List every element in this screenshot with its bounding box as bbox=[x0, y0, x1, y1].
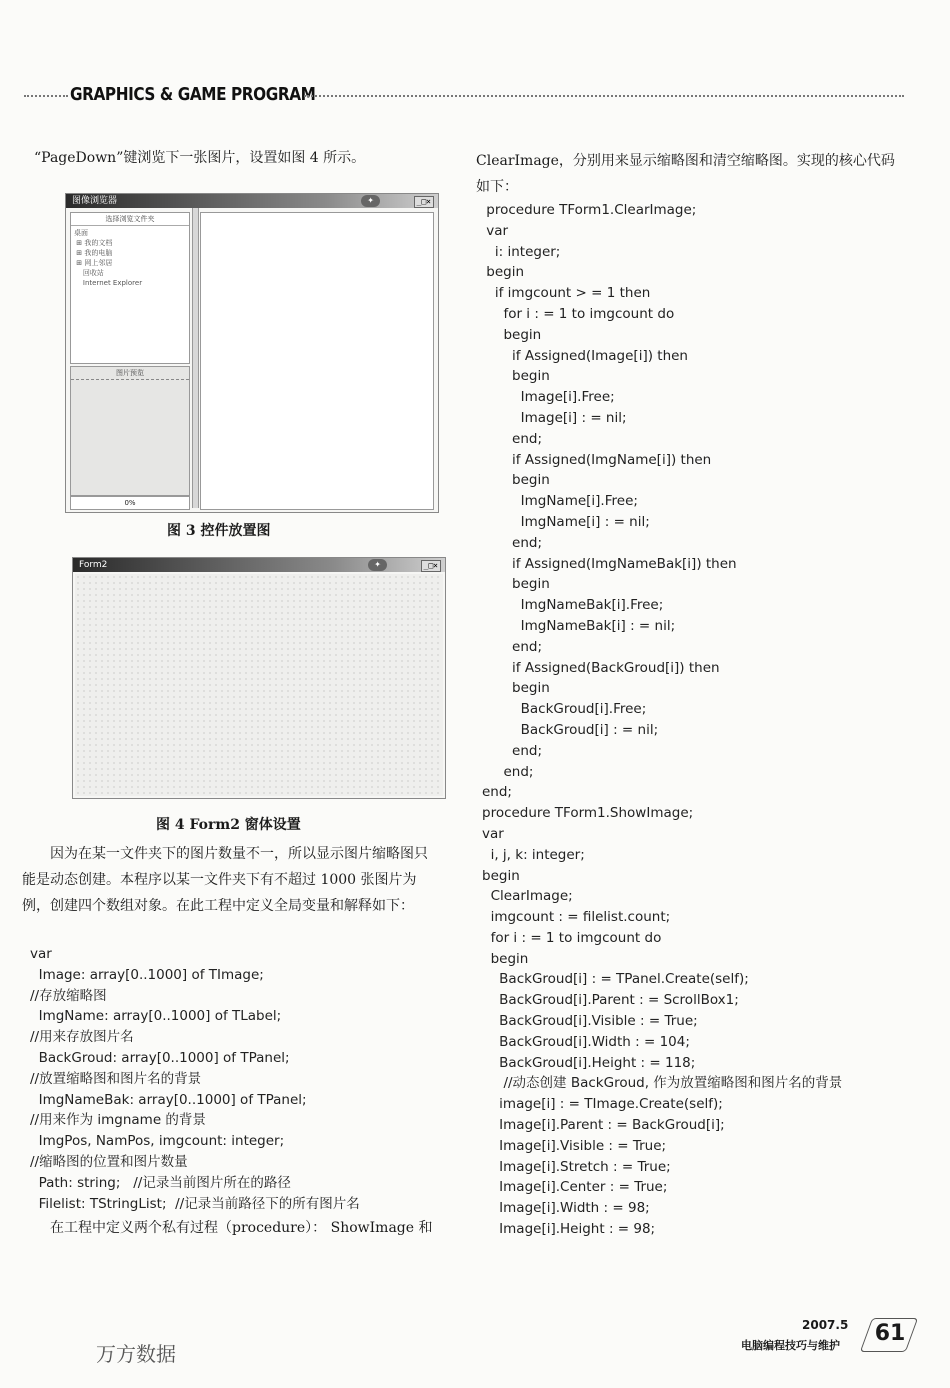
figure-3-caption: 图 3 控件放置图 bbox=[167, 523, 271, 539]
magazine-name: 电脑编程技巧与维护 bbox=[741, 1339, 840, 1352]
fig3-titlebar bbox=[66, 194, 438, 208]
fig3-splitter bbox=[192, 208, 199, 508]
fig3-panel-bottom-label: 图片预览 bbox=[71, 367, 189, 380]
fig3-panel-top-label: 选择浏览文件夹 bbox=[71, 213, 189, 226]
fig3-folder-tree: 桌面 ⊞ 我的文档 ⊞ 我的电脑 ⊞ 网上邻居 回收站 Internet Explorer bbox=[74, 229, 143, 287]
left-paragraph-1: 因为在某一文件夹下的图片数量不一，所以显示图片缩略图只能是动态创建。本程序以某一文件夹下有不超过 1000 张图片为例，创建四个数组对象。在此工程中定义全局变量和解释如下： bbox=[22, 846, 428, 914]
running-header bbox=[24, 84, 904, 106]
left-intro: “PageDown”键浏览下一张图片，设置如图 4 所示。 bbox=[34, 150, 366, 166]
fig4-titlebar bbox=[73, 558, 445, 572]
right-paragraph: ClearImage，分别用来显示缩略图和清空缩略图。实现的核心代码如下： bbox=[476, 153, 895, 195]
watermark: 万方数据 bbox=[96, 1342, 176, 1366]
left-code-block: var Image: array[0..1000] of TImage; //存放缩略图 ImgName: array[0..1000] of TLabel; //用来存放图片名 BackGroud: array[0..1000] of TPanel; //放置缩略图和图片名的背景 ImgNameBak: array[0..1000] of TPanel; //用来作为 imgname 的背景 ImgPos, NamPos, imgcount: integer; //缩略图的位置和图片数量 Path: string; //记录当前图片所在的路径 Filelist: TStringList; //记录当前路径下的所有图片名 bbox=[30, 946, 360, 1212]
fig3-window-buttons-icon: _□× bbox=[414, 196, 434, 208]
header-title: GRAPHICS & GAME PROGRAM bbox=[70, 84, 316, 105]
page-number: 61 bbox=[872, 1316, 908, 1352]
fig4-window-title: Form2 bbox=[79, 560, 108, 570]
figure-4-caption: 图 4 Form2 窗体设置 bbox=[156, 817, 301, 833]
fig3-folder-panel bbox=[70, 212, 190, 364]
fig3-scrollbox bbox=[200, 212, 434, 510]
fig3-status-bar: 0% bbox=[70, 496, 190, 510]
right-code-block: procedure TForm1.ClearImage; var i: integer; begin if imgcount > = 1 then for i : = 1 to imgcount do begin if Assigned(Image[i]) then begin Image[i].Free; Image[i] : = nil; end; if Assigned(ImgName[i]) then begin ImgName[i].Free; ImgName[i] : = nil; end; if Assigned(ImgNameBak[i]) then begin ImgNameBak[i].Free; ImgNameBak[i] : = nil; end; if Assigned(BackGroud[i]) then begin BackGroud[i].Free; BackGroud[i] : = nil; end; end; end; procedure TForm1.ShowImage; var i, j, k: integer; begin ClearImage; imgcount : = filelist.count; for i : = 1 to imgcount do begin BackGroud[i] : = TPanel.Create(self); BackGroud[i].Parent : = ScrollBox1; BackGroud[i].Visible : = True; BackGroud[i].Width : = 104; BackGroud[i].Height : = 118; //动态创建 BackGroud, 作为放置缩略图和图片名的背景 image[i] : = TImage.Create(self); Image[i].Parent : = BackGroud[i]; Image[i].Visible : = True; Image[i].Stretch : = True; Image[i].Center : = True; Image[i].Width : = 98; Image[i].Height : = 98; bbox=[482, 202, 843, 1238]
header-dots-right bbox=[304, 95, 904, 97]
left-paragraph-2: 在工程中定义两个私有过程（procedure）： ShowImage 和 bbox=[50, 1220, 433, 1236]
fig3-preview-panel bbox=[70, 366, 190, 496]
fig3-window-title: 图像浏览器 bbox=[72, 196, 118, 206]
fig4-logo-icon: ✦ bbox=[368, 559, 387, 571]
figure-3-screenshot bbox=[65, 193, 439, 513]
fig4-window-buttons-icon: _□× bbox=[421, 560, 441, 572]
fig3-logo-icon: ✦ bbox=[361, 195, 380, 207]
fig4-design-grid bbox=[75, 574, 443, 796]
figure-4-screenshot bbox=[72, 557, 446, 799]
issue-date: 2007.5 bbox=[802, 1318, 849, 1332]
header-dots-left bbox=[24, 95, 68, 97]
